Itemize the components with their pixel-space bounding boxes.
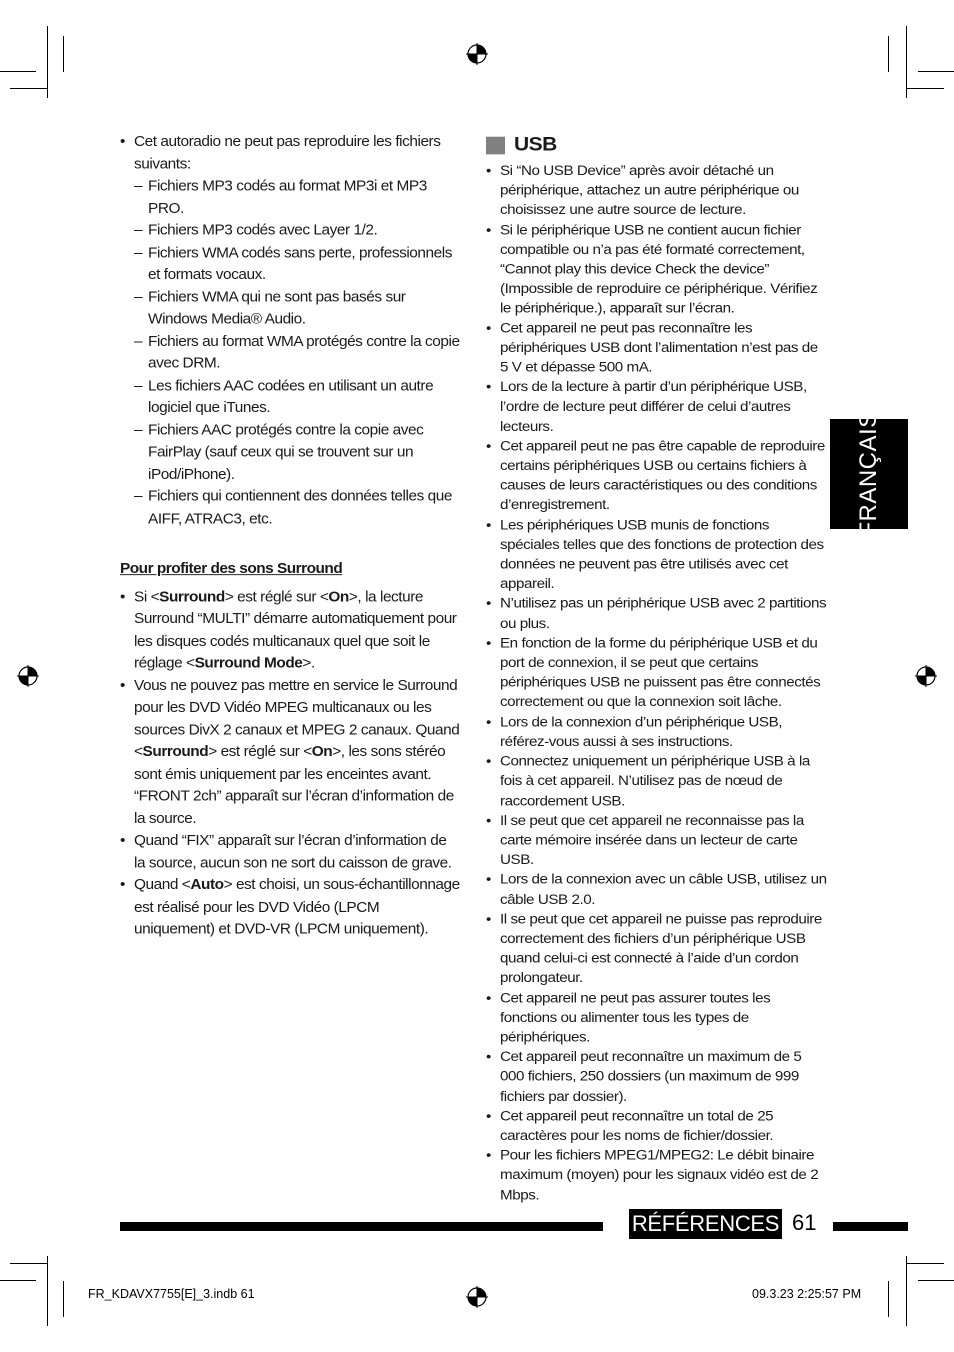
surround-bullet: [120, 675, 460, 830]
usb-section: [486, 133, 828, 1205]
surround-heading: Pour profiter des sons Surround: [120, 560, 343, 578]
usb-note: • Si “No USB Device” après avoir détaché un périphérique, attachez un autre périphérique ou choisissez une autre source de lecture.: [486, 161, 828, 220]
unsupported-file-item: – Fichiers MP3 codés avec Layer 1/2.: [120, 220, 460, 242]
text-run: > est réglé sur <: [224, 588, 329, 605]
usb-note: • Il se peut que cet appareil ne puisse pas reproduire correctement des fichiers d’un périphérique USB quand celui-ci est connecté à l’aide d’un cordon prolongateur.: [486, 909, 828, 988]
usb-note: • Les périphériques USB munis de fonctions spéciales telles que des fonctions de protection des données ne peuvent pas être utilisés avec cet appareil.: [486, 515, 828, 594]
crop-mark: [10, 88, 47, 89]
crop-mark: [0, 1280, 36, 1281]
setting-value: On: [311, 743, 333, 760]
section-marker-icon: [486, 136, 505, 154]
unsupported-files-intro: • Cet autoradio ne peut pas reproduire les fichiers suivants:: [120, 131, 460, 175]
usb-note: • Lors de la connexion avec un câble USB, utilisez un câble USB 2.0.: [486, 870, 828, 909]
crop-mark: [918, 71, 954, 72]
crop-mark: [0, 71, 36, 72]
crop-mark: [47, 1256, 48, 1326]
crop-mark: [906, 88, 944, 89]
text-run: > est réglé sur <: [208, 743, 312, 760]
text-run: > est choisi, un sous-échantillonnage est réalisé pour les DVD Vidéo (LPCM uniquement) et DVD-VR (LPCM uniquement).: [134, 876, 460, 938]
crop-mark: [918, 1280, 954, 1281]
registration-mark-icon: [915, 665, 937, 687]
setting-name: Surround: [142, 743, 209, 760]
crop-mark: [10, 1263, 47, 1264]
usb-note: • Cet appareil ne peut pas assurer toutes les fonctions ou alimenter tous les types de périphériques.: [486, 988, 828, 1047]
surround-bullet: [120, 586, 460, 675]
registration-mark-icon: [466, 43, 488, 65]
crop-mark: [906, 1256, 907, 1326]
usb-note: • Il se peut que cet appareil ne reconnaisse pas la carte mémoire insérée dans un lecteur de carte USB.: [486, 811, 828, 870]
crop-mark: [888, 36, 889, 72]
usb-note: • Pour les fichiers MPEG1/MPEG2: Le débit binaire maximum (moyen) pour les signaux vidéo est de 2 Mbps.: [486, 1146, 828, 1205]
section-label: RÉFÉRENCES: [629, 1209, 782, 1239]
text-run: Si <: [134, 588, 160, 605]
setting-name: Surround: [159, 588, 225, 605]
language-label: FRANÇAIS: [855, 411, 882, 537]
page-number: 61: [792, 1210, 817, 1235]
setting-value: Auto: [190, 876, 224, 893]
crop-mark: [63, 1281, 64, 1317]
setting-name: Surround Mode: [194, 655, 303, 672]
usb-heading: [486, 133, 828, 157]
surround-bullet: [120, 874, 460, 940]
setting-value: On: [328, 588, 349, 605]
usb-note: • Cet appareil peut ne pas être capable de reproduire certains périphériques USB ou certains fichiers à causes de leurs caractéristiques ou des conditions d’enregistrement.: [486, 437, 828, 516]
text-run: >, la lecture Surround “MULTI” démarre automatiquement pour les disques codés multicanaux quel que soit le réglage <: [134, 588, 457, 672]
usb-note: • Connectez uniquement un périphérique USB à la fois à cet appareil. N’utilisez pas de nœud de raccordement USB.: [486, 752, 828, 811]
language-tab: [830, 411, 908, 537]
unsupported-file-item: – Fichiers AAC protégés contre la copie avec FairPlay (sauf ceux qui se trouvent sur un iPod/iPhone).: [120, 419, 460, 485]
usb-note: • Cet appareil ne peut pas reconnaître les périphériques USB dont l’alimentation n’est pas de 5 V et dépasse 500 mA.: [486, 318, 828, 377]
usb-note: • N’utilisez pas un périphérique USB avec 2 partitions ou plus.: [486, 594, 828, 633]
usb-title: USB: [514, 134, 557, 156]
unsupported-file-item: – Fichiers qui contiennent des données telles que AIFF, ATRAC3, etc.: [120, 486, 460, 530]
usb-note: • Lors de la connexion d’un périphérique USB, référez-vous aussi à ses instructions.: [486, 712, 828, 751]
print-file-info: FR_KDAVX7755[E]_3.indb 61: [88, 1287, 255, 1301]
print-timestamp: 09.3.23 2:25:57 PM: [752, 1287, 862, 1301]
usb-note: • Si le périphérique USB ne contient aucun fichier compatible ou n’a pas été formaté correctement, “Cannot play this device Check the device” (Impossible de reproduire ce périphérique. Vérifiez le périphérique.), apparaît sur l’écran.: [486, 220, 828, 318]
text-run: Quand <: [134, 876, 191, 893]
unsupported-file-item: – Les fichiers AAC codées en utilisant un autre logiciel que iTunes.: [120, 375, 460, 419]
unsupported-file-item: – Fichiers MP3 codés au format MP3i et MP3 PRO.: [120, 175, 460, 219]
usb-note: • Cet appareil peut reconnaître un total de 25 caractères pour les noms de fichier/dossier.: [486, 1106, 828, 1145]
unsupported-file-item: – Fichiers WMA qui ne sont pas basés sur Windows Media® Audio.: [120, 286, 460, 330]
crop-mark: [906, 1263, 944, 1264]
footer-rule: [120, 1222, 603, 1231]
unsupported-file-item: – Fichiers au format WMA protégés contre la copie avec DRM.: [120, 330, 460, 374]
registration-mark-icon: [17, 665, 39, 687]
footer-rule: [833, 1222, 908, 1231]
text-run: >, les sons stéréo sont émis uniquement par les enceintes avant. “FRONT 2ch” apparaît sur l’écran d’information de la source.: [134, 743, 454, 827]
crop-mark: [47, 26, 48, 98]
surround-bullet: • Quand “FIX” apparaît sur l’écran d’information de la source, aucun son ne sort du caisson de grave.: [120, 830, 460, 874]
crop-mark: [888, 1281, 889, 1317]
unsupported-file-item: – Fichiers WMA codés sans perte, professionnels et formats vocaux.: [120, 242, 460, 286]
usb-note: • Cet appareil peut reconnaître un maximum de 5 000 fichiers, 250 dossiers (un maximum de 999 fichiers par dossier).: [486, 1047, 828, 1106]
registration-mark-icon: [466, 1286, 488, 1308]
usb-note: • Lors de la lecture à partir d’un périphérique USB, l’ordre de lecture peut différer de celui d’autres lecteurs.: [486, 378, 828, 437]
text-run: Vous ne pouvez pas mettre en service le Surround pour les DVD Vidéo MPEG multicanaux ou les sources DivX 2 canaux et MPEG 2 canaux. Quand <: [134, 677, 460, 760]
left-column: [120, 131, 460, 941]
crop-mark: [63, 36, 64, 72]
text-run: >.: [302, 655, 315, 672]
usb-note: • En fonction de la forme du périphérique USB et du port de connexion, il se peut que certains périphériques USB ne puissent pas être connectés correctement ou que la connexion soit lâche.: [486, 634, 828, 713]
